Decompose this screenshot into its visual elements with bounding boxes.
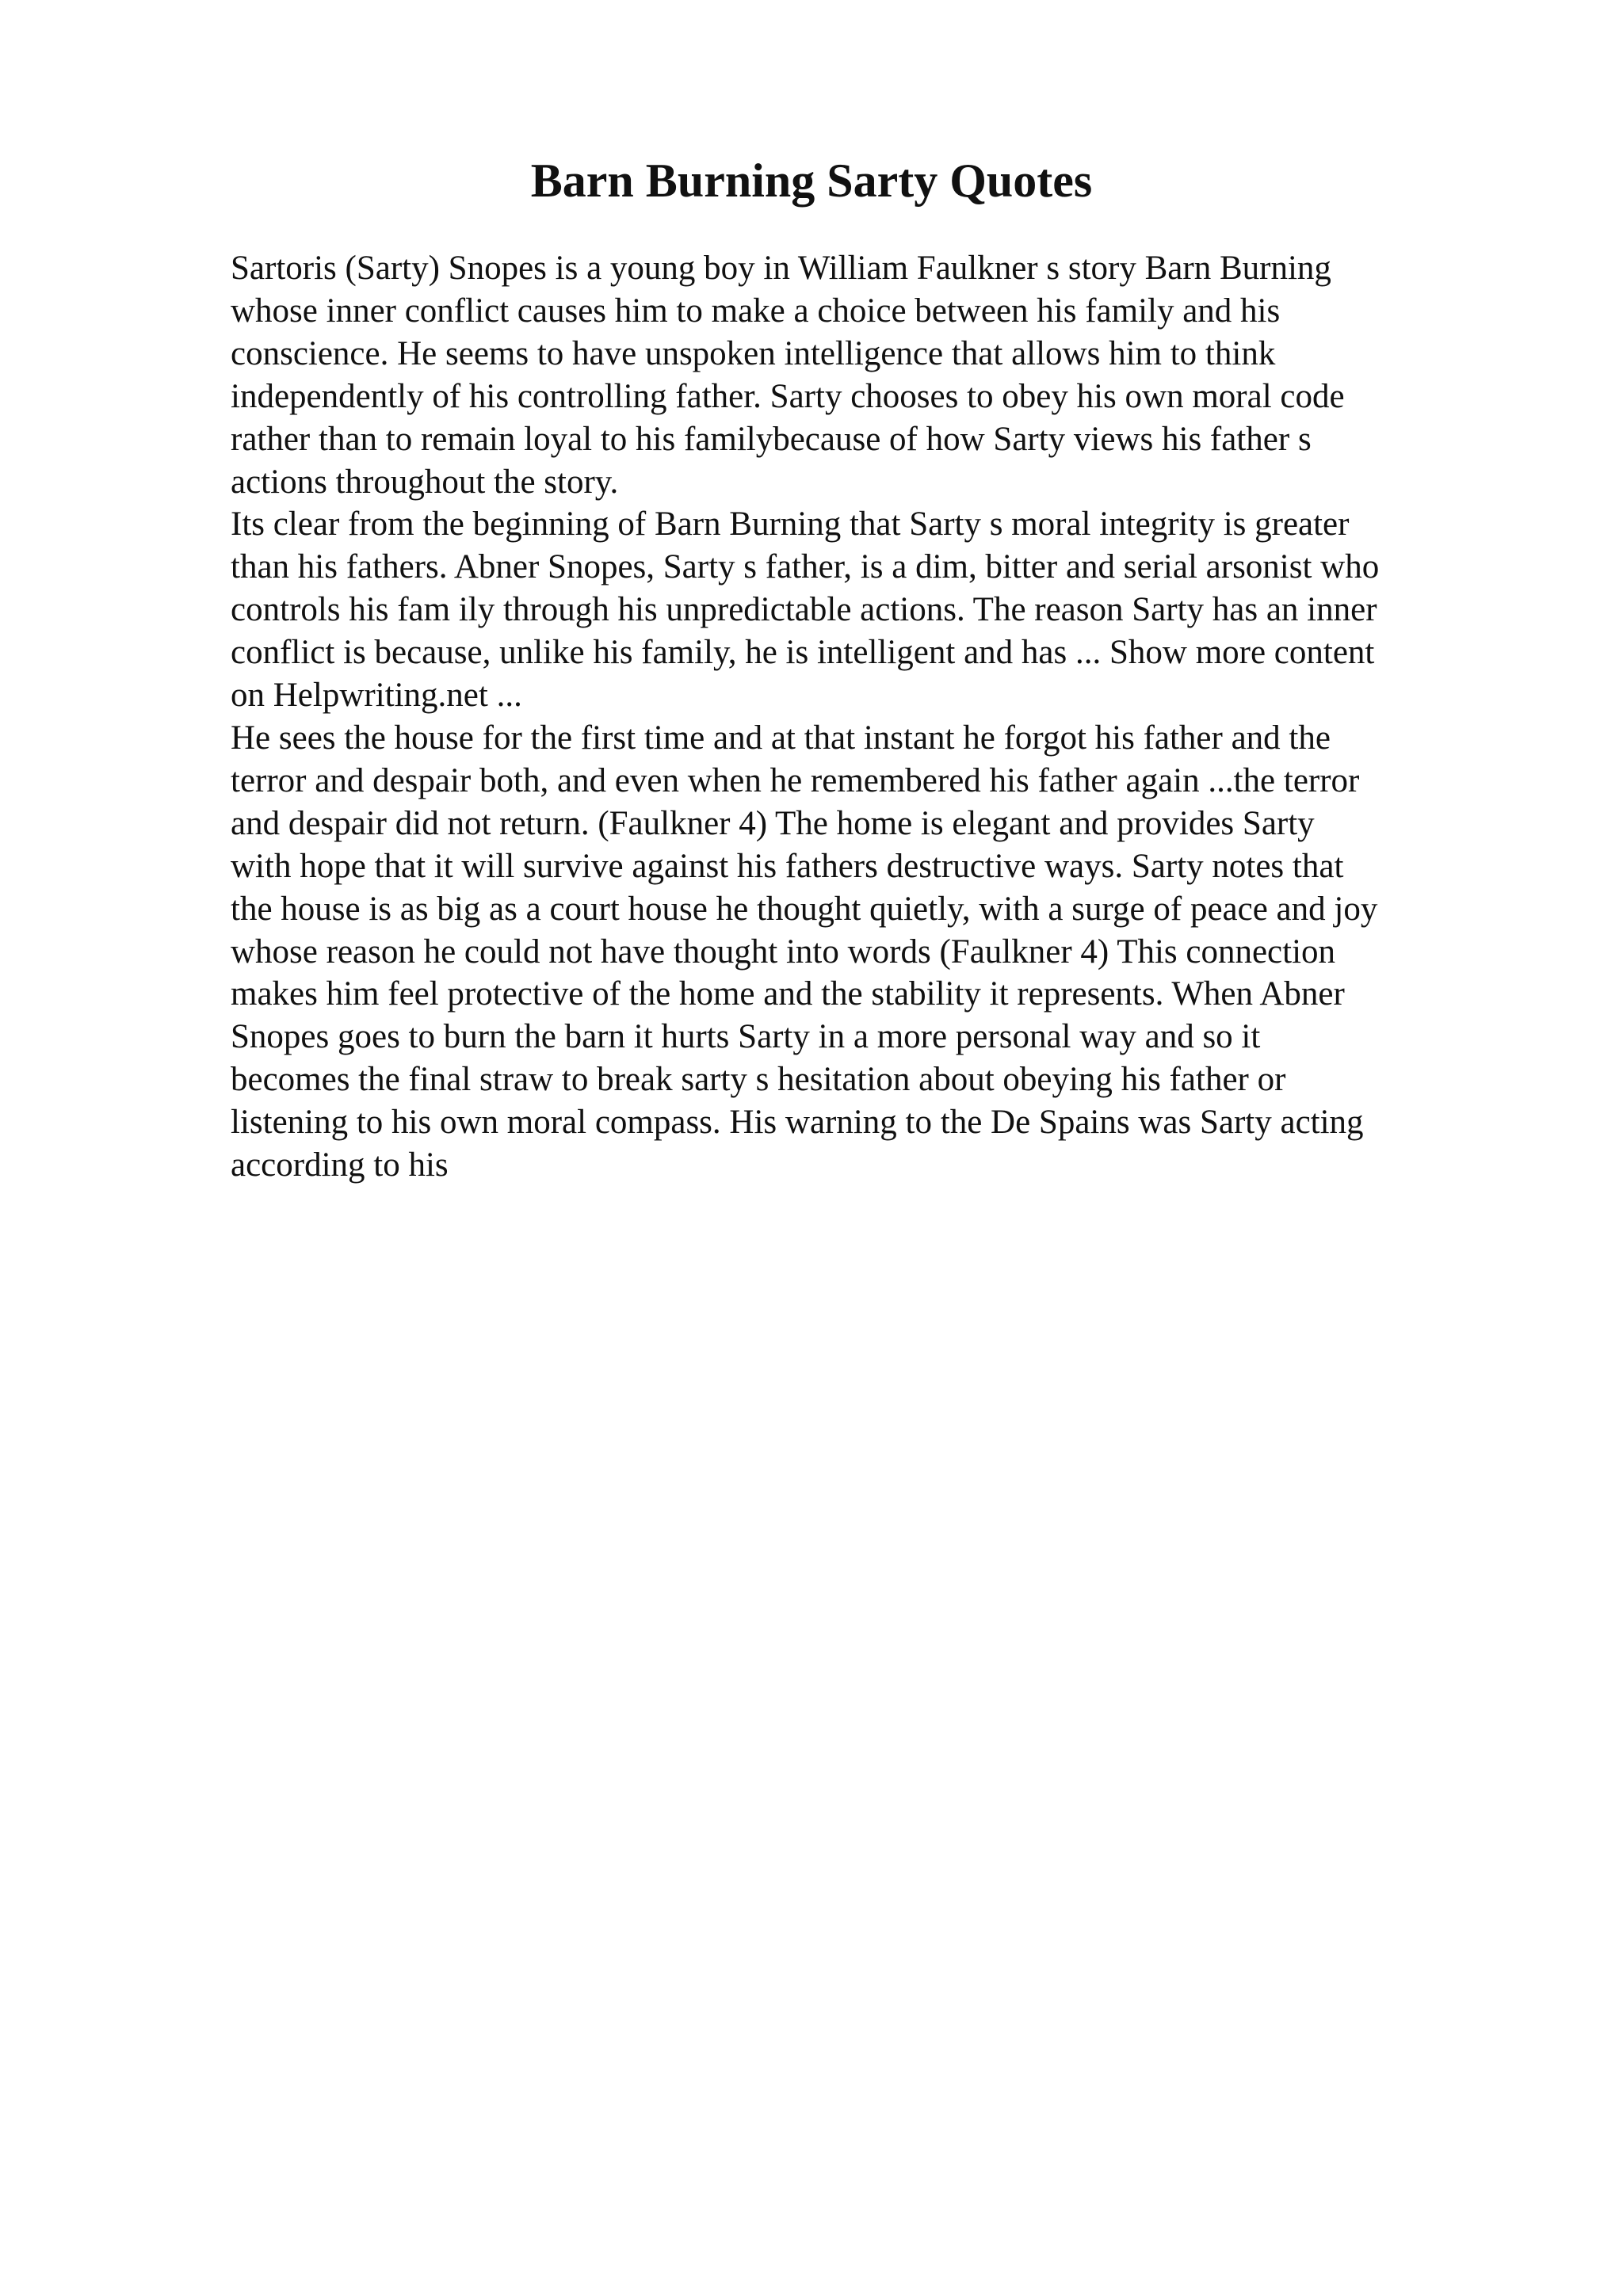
text-line: terror and despair both, and even when he remembered his father again ...the terror bbox=[231, 761, 1360, 799]
text-line: the house is as big as a court house he thought quietly, with a surge of peace and joy bbox=[231, 890, 1378, 928]
text-line: whose inner conflict causes him to make a choice between his family and his bbox=[231, 292, 1281, 330]
document-body bbox=[231, 247, 1499, 1187]
text-line: with hope that it will survive against his fathers destructive ways. Sarty notes that bbox=[231, 847, 1344, 885]
text-line: Snopes goes to burn the barn it hurts Sarty in a more personal way and so it bbox=[231, 1018, 1261, 1056]
text-line: according to his bbox=[231, 1146, 449, 1184]
document-title: Barn Burning Sarty Quotes bbox=[530, 154, 1093, 207]
text-line: conscience. He seems to have unspoken intelligence that allows him to think bbox=[231, 334, 1276, 372]
text-line: Sartoris (Sarty) Snopes is a young boy in William Faulkner s story Barn Burning bbox=[231, 250, 1331, 287]
text-line: controls his fam ily through his unpredictable actions. The reason Sarty has an inner bbox=[231, 591, 1377, 629]
text-line: and despair did not return. (Faulkner 4) The home is elegant and provides Sarty bbox=[231, 804, 1315, 842]
text-line: actions throughout the story. bbox=[231, 463, 619, 501]
text-line: He sees the house for the first time and at that instant he forgot his father and the bbox=[231, 719, 1331, 757]
text-line: conflict is because, unlike his family, he is intelligent and has ... Show more content bbox=[231, 634, 1375, 672]
text-line: becomes the final straw to break sarty s hesitation about obeying his father or bbox=[231, 1061, 1286, 1099]
text-line: rather than to remain loyal to his familybecause of how Sarty views his father s bbox=[231, 420, 1312, 458]
text-line: independently of his controlling father. Sarty chooses to obey his own moral code bbox=[231, 377, 1345, 415]
text-line: whose reason he could not have thought into words (Faulkner 4) This connection bbox=[231, 933, 1336, 971]
text-line: makes him feel protective of the home and the stability it represents. When Abner bbox=[231, 975, 1345, 1013]
text-line: Its clear from the beginning of Barn Burning that Sarty s moral integrity is greater bbox=[231, 505, 1350, 543]
text-line: listening to his own moral compass. His warning to the De Spains was Sarty acting bbox=[231, 1104, 1364, 1142]
text-line: than his fathers. Abner Snopes, Sarty s father, is a dim, bitter and serial arsonist who bbox=[231, 548, 1380, 586]
text-line: on Helpwriting.net ... bbox=[231, 677, 522, 715]
